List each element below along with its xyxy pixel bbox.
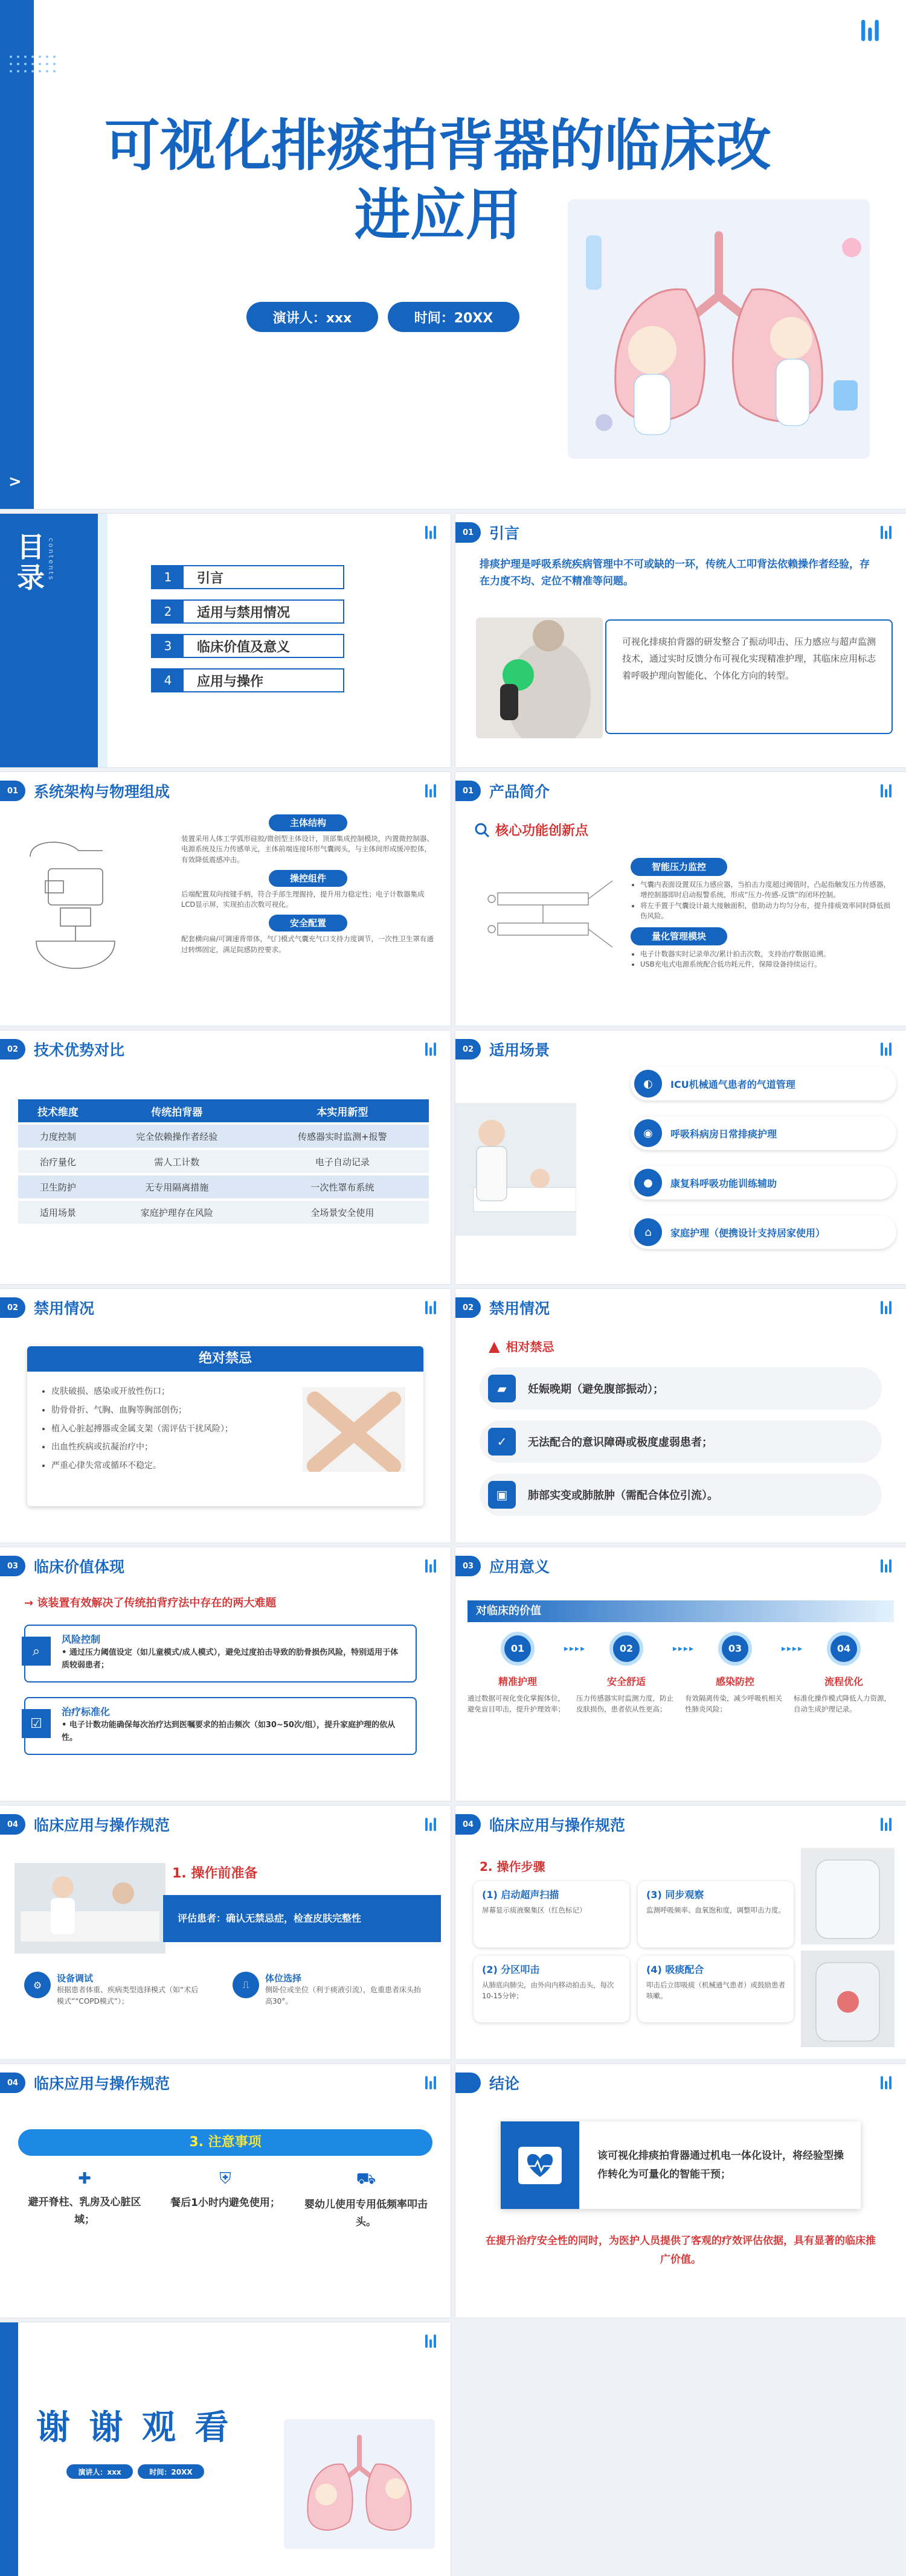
search-icon [474, 822, 490, 839]
steps-grid [474, 1881, 794, 2022]
slide-header [0, 1814, 170, 1835]
table-cell: 家庭护理存在风险 [140, 1207, 213, 1218]
toc-item-1[interactable] [151, 565, 344, 589]
scene-list [631, 1067, 896, 1249]
step-card-text: 屏幕显示痰液聚集区（红色标记） [482, 1906, 586, 1914]
checkbox-icon: ☑ [22, 1709, 51, 1738]
slide-header [0, 1297, 94, 1318]
meaning-step [685, 1632, 785, 1715]
step-card [474, 1881, 629, 1948]
feature-item: • 将左手置于气囊设计最大接触面积，借助动力均匀分布，提升排痰效率同时降低损伤风险。 [640, 901, 896, 922]
significance-slide [455, 1547, 906, 1801]
relative-item [480, 1421, 882, 1463]
scene-text: 呼吸科病房日常排痰护理 [670, 1128, 777, 1140]
contra-card [27, 1346, 423, 1506]
step-card-text: 叩击后立即吸痰（机械通气患者）或鼓励患者咳嗽。 [646, 1981, 785, 2001]
toc-item-4[interactable] [151, 668, 344, 692]
table-cell: 全场景安全使用 [310, 1207, 374, 1218]
slide-header [455, 522, 519, 543]
dot-grid-decoration [8, 54, 75, 85]
arch-block-text: 后端配置双向按键手柄，符合手部生理握持，提升用力稳定性；电子计数器集成LCD显示屏，实现拍击次数可视化。 [181, 889, 425, 909]
slide-header [455, 2073, 519, 2093]
table-cell: 需人工计数 [154, 1156, 200, 1168]
arch-blocks [181, 814, 435, 955]
step-card-text: 监测呼吸频率、血氧饱和度，调整叩击力度。 [646, 1906, 785, 1914]
cover-title-line2: 进应用 [354, 185, 521, 246]
toc-item-2[interactable] [151, 599, 344, 624]
step-text: 标准化操作模式降低人力资源，自动生成护理记录。 [794, 1694, 891, 1714]
gear-icon: ⚙ [24, 1972, 51, 1998]
cover-title-line1: 可视化排痰拍背器的临床改 [104, 115, 771, 177]
value-item-text-content: 电子计数功能确保每次治疗达到医嘱要求的拍击频次（如30~50次/组），提升家庭护理的依从性。 [62, 1721, 396, 1742]
brand-mark-icon [425, 2076, 437, 2091]
toc-item-number: 1 [152, 566, 184, 588]
intro-slide [455, 514, 906, 767]
toc-item-number: 2 [152, 601, 184, 622]
relative-list [480, 1367, 882, 1516]
intro-body-box: 可视化排痰拍背器的研发整合了振动叩击、压力感应与超声监测技术，通过实时反馈分布可视化实现精准护理，其临床应用标志着呼吸护理向智能化、个体化方向的转型。 [605, 619, 893, 734]
slide-title: 临床应用与操作规范 [34, 1817, 170, 1834]
contra-item: • 植入心脏起搏器或金属支架（需评估干扰风险）； [51, 1420, 293, 1439]
scene-text: 康复科呼吸功能训练辅助 [670, 1177, 777, 1189]
step-number: 02 [609, 1632, 643, 1666]
table-cell: 力度控制 [39, 1131, 76, 1142]
slide-title: 产品简介 [489, 784, 550, 801]
shield-icon: ⛨ [219, 2170, 231, 2188]
brand-mark-icon [425, 2335, 437, 2349]
conclusion-icon-panel [501, 2121, 579, 2209]
doctor-patient-photo [455, 1103, 576, 1236]
step-number: 03 [718, 1632, 752, 1666]
value-heading-text: 该装置有效解决了传统拍背疗法中存在的两大难题 [37, 1597, 277, 1609]
ambulance-icon: ⛟ [356, 2170, 376, 2188]
device-schematic [12, 820, 133, 1014]
slide-header [455, 781, 550, 801]
slide-title: 临床应用与操作规范 [489, 1817, 626, 1834]
section-badge: 03 [455, 1556, 481, 1576]
feature-label: 智能压力监控 [631, 858, 727, 876]
toc-item-label: 应用与操作 [197, 674, 264, 689]
table-row [18, 1175, 429, 1198]
step-card [474, 1956, 629, 2022]
relative-item [480, 1474, 882, 1516]
comparison-slide [0, 1031, 451, 1284]
cover-slide [0, 0, 906, 509]
section-badge: 02 [455, 1039, 481, 1059]
table-cell: 卫生防护 [39, 1181, 76, 1193]
bed-icon: ⎍ [233, 1972, 259, 1998]
product-features [631, 858, 896, 970]
image-icon: ▣ [488, 1481, 516, 1509]
table-cell: 适用场景 [39, 1207, 76, 1218]
arch-block-main [181, 814, 435, 865]
medkit-icon: ✚ [78, 2170, 91, 2188]
contra-item: • 严重心律失常或循环不稳定。 [51, 1457, 293, 1475]
toc-list [151, 565, 344, 692]
scene-item [631, 1166, 896, 1200]
precaution-item [159, 2170, 292, 2231]
hospital-icon: ▲ [489, 1337, 500, 1355]
step-card-label: (3) 同步观察 [646, 1889, 704, 1900]
contra-item: • 皮肤破损、感染或开放性伤口； [51, 1382, 293, 1401]
value-list [24, 1625, 417, 1755]
section-badge: 02 [0, 1039, 25, 1059]
step-card-label: (4) 吸痰配合 [646, 1964, 704, 1975]
slide-title: 系统架构与物理组成 [34, 784, 170, 801]
toc-item-3[interactable] [151, 634, 344, 658]
feature-item: • 气囊内表面设置双压力感应器，当拍击力度超过阈值时，凸起指触发压力传感器，增控制器即时启动报警系统，形成“压力-传感-反馈”的闭环控制。 [640, 880, 896, 901]
section-badge: 04 [0, 2073, 25, 2093]
step-number: 04 [827, 1632, 861, 1666]
arch-block-text: 装置采用人体工学弧形硅胶/微创型主体设计，顶部集成控制模块，内置微控制器、电源系统及压力传感单元，主体前端连接环形气囊阀头，与主体间形成缓冲腔体，有效降低震感冲击。 [181, 834, 434, 864]
section-badge: 04 [0, 1814, 25, 1835]
step-text: 有效隔离传染，减少呼吸机相关性肺炎风险； [685, 1694, 782, 1714]
checklist-icon: ✓ [488, 1428, 516, 1456]
step-card [638, 1881, 794, 1948]
precaution-text: 餐后1小时内避免使用； [170, 2197, 280, 2209]
contra-item: • 出血性疾病或抗凝治疗中； [51, 1438, 293, 1457]
slide-title: 禁用情况 [489, 1300, 550, 1317]
feature-list [640, 949, 896, 970]
slide-header [0, 1556, 124, 1576]
table-cell: 一次性罩布系统 [310, 1181, 374, 1193]
value-item-text: • 电子计数功能确保每次治疗达到医嘱要求的拍击频次（如30~50次/组），提升家庭护理的依从性。 [62, 1721, 396, 1742]
arch-block-safety [181, 915, 435, 955]
slide-header [455, 1556, 550, 1576]
product-heading [474, 820, 588, 839]
intro-lead-text: 排痰护理是呼吸系统疾病管理中不可或缺的一环，传统人工叩背法依赖操作者经验，存在力度不均、定位不精准等问题。 [480, 558, 870, 588]
conclusion-lead: 该可视化排痰拍背器通过机电一体化设计，将经验型操作转化为可量化的智能干预； [597, 2150, 844, 2181]
relative-text: 妊娠晚期（避免腹部振动）； [528, 1383, 664, 1396]
meaning-step [794, 1632, 894, 1715]
step-text: 压力传感器实时监测力度，防止皮肤损伤，患者依从性更高； [576, 1694, 673, 1714]
brand-mark-icon [881, 784, 893, 799]
section-badge: 03 [0, 1556, 25, 1576]
step-label: 安全舒适 [606, 1676, 646, 1687]
location-icon: ● [634, 1169, 662, 1197]
relative-text: 无法配合的意识障碍或极度虚弱患者； [528, 1436, 713, 1449]
back-massage-photo [476, 618, 603, 738]
operation-prep-slide [0, 1806, 451, 2059]
step-arrows-icon: ▸▸▸▸ [782, 1644, 804, 1654]
value-item [24, 1625, 417, 1683]
slide-header [0, 781, 170, 801]
relative-item [480, 1367, 882, 1410]
table-cell: 传感器实时监测+报警 [298, 1131, 387, 1142]
crossed-hands-photo [303, 1387, 405, 1472]
arch-block-label: 安全配置 [269, 915, 347, 932]
section-badge: 01 [455, 781, 481, 801]
brand-mark-icon [425, 1043, 437, 1057]
toc-slide [0, 514, 451, 767]
precautions-bar: 3. 注意事项 [18, 2129, 432, 2156]
sensor-diagram [474, 857, 625, 971]
value-item-label: 风险控制 [62, 1634, 101, 1645]
slide-title: 临床应用与操作规范 [34, 2076, 170, 2092]
arch-block-text: 配套横向扁/可调速背带体，气门模式气囊充气口支持力度调节，一次性卫生罩有通过转绑固定，满足院感防控要求。 [181, 935, 434, 954]
clinical-value-slide [0, 1547, 451, 1801]
prep-item [24, 1972, 205, 2007]
comparison-table [18, 1097, 429, 1226]
step-card-label: (1) 启动超声扫描 [482, 1889, 559, 1900]
conclusion-card [501, 2121, 861, 2209]
slide-title: 结论 [489, 2076, 520, 2092]
slide-header [0, 2073, 170, 2093]
section-badge: 02 [455, 1297, 481, 1318]
slide-title: 禁用情况 [34, 1300, 95, 1317]
contra-list [51, 1382, 293, 1475]
brand-mark-icon [425, 1301, 437, 1315]
value-heading: → 该装置有效解决了传统拍背疗法中存在的两大难题 [24, 1597, 277, 1609]
table-header: 本实用新型 [316, 1106, 368, 1119]
search-icon: ⌕ [22, 1637, 51, 1666]
section-badge: 01 [455, 522, 481, 543]
meaning-bar: 对临床的价值 [467, 1600, 894, 1622]
vest-device-photos [801, 1848, 895, 2047]
step-label: 流程优化 [824, 1676, 863, 1687]
table-cell: 治疗量化 [39, 1156, 76, 1168]
precaution-item [300, 2170, 432, 2231]
table-cell: 电子自动记录 [315, 1156, 370, 1168]
lung-illustration [284, 2419, 435, 2549]
prep-item-text: 根据患者体重、疾病类型选择模式（如“术后模式”“COPD模式”）； [57, 1986, 199, 2006]
steps-heading: 2. 操作步骤 [480, 1859, 545, 1874]
slide-header [455, 1814, 625, 1835]
arch-block-control [181, 870, 435, 910]
contraindication-absolute-slide [0, 1289, 451, 1542]
operation-steps-slide [455, 1806, 906, 2059]
arch-block-label: 主体结构 [269, 814, 347, 831]
home-icon: ⌂ [634, 1218, 662, 1246]
value-item-text-content: 通过压力阈值设定（如儿童模式/成人模式），避免过度拍击导致的肋骨损伤风险，特别适用于体质较弱患者； [62, 1648, 399, 1670]
section-badge: 02 [0, 1297, 25, 1318]
scenes-slide [455, 1031, 906, 1284]
toc-item-label: 适用与禁用情况 [197, 605, 291, 621]
lung-illustration [568, 199, 870, 459]
prep-item [233, 1972, 426, 2007]
slide-title: 临床价值体现 [34, 1559, 125, 1576]
time-pill: 时间：20XX [388, 302, 519, 332]
monitor-icon: ◐ [634, 1070, 662, 1098]
brand-mark-icon [861, 20, 881, 43]
toc-item-number: 4 [152, 670, 184, 691]
hospital-ward-photo [14, 1863, 165, 1954]
precautions-slide [0, 2064, 451, 2318]
architecture-slide [0, 772, 451, 1026]
conclusion-slide [455, 2064, 906, 2318]
prep-item-text: 侧卧位或坐位（利于痰液引流），危重患者床头抬高30°。 [265, 1986, 422, 2006]
feature-list [640, 880, 896, 921]
table-header: 技术维度 [37, 1106, 79, 1119]
brand-mark-icon [881, 1043, 893, 1057]
thanks-time-pill: 时间：20XX [138, 2464, 204, 2479]
precautions-list [18, 2170, 432, 2231]
scene-text: ICU机械通气患者的气道管理 [670, 1078, 795, 1090]
brand-mark-icon [425, 1818, 437, 1832]
slide-title: 应用意义 [489, 1559, 550, 1576]
brand-mark-icon [881, 1559, 893, 1574]
slide-header [455, 1039, 550, 1059]
step-number: 01 [501, 1632, 535, 1666]
feature-label: 量化管理模块 [631, 927, 727, 945]
step-card [638, 1956, 794, 2022]
slide-title: 适用场景 [489, 1042, 550, 1059]
section-badge: 01 [0, 781, 25, 801]
conclusion-closing: 在提升治疗安全性的同时，为医护人员提供了客观的疗效评估依据，具有显著的临床推广价值。 [486, 2235, 876, 2266]
camera-icon: ◉ [634, 1119, 662, 1147]
toc-subtitle: contents [47, 538, 55, 581]
contra-item: • 肋骨骨折、气胸、血胸等胸部创伤； [51, 1401, 293, 1420]
table-row [18, 1150, 429, 1173]
precaution-text: 婴幼儿使用专用低频率叩击头。 [304, 2199, 428, 2228]
step-card-label: (2) 分区叩击 [482, 1964, 540, 1975]
step-arrows-icon: ▸▸▸▸ [673, 1644, 695, 1654]
table-cell: 完全依赖操作者经验 [136, 1131, 218, 1142]
meaning-step [576, 1632, 676, 1715]
product-slide [455, 772, 906, 1026]
brand-mark-icon [881, 1818, 893, 1832]
slide-title: 技术优势对比 [34, 1042, 125, 1059]
scene-text: 家庭护理（便携设计支持居家使用） [670, 1227, 826, 1239]
thanks-title: 谢 谢 观 看 [36, 2408, 233, 2447]
precaution-text: 避开脊柱、乳房及心脏区域； [28, 2196, 141, 2226]
step-label: 精准护理 [498, 1676, 537, 1687]
toc-title: 目录 [17, 531, 45, 594]
folder-icon: ▰ [488, 1375, 516, 1402]
step-card-text: 从肺底向肺尖，由外向内移动拍击头，每次10-15分钟； [482, 1981, 614, 2001]
toc-item-number: 3 [152, 635, 184, 657]
brand-mark-icon [881, 2076, 893, 2091]
brand-mark-icon [425, 526, 437, 540]
slide-header [455, 1297, 550, 1318]
precaution-item [18, 2170, 151, 2231]
prep-heading: 1. 操作前准备 [172, 1866, 258, 1881]
meaning-step [467, 1632, 568, 1715]
prep-bar: 评估患者：确认无禁忌症，检查皮肤完整性 [163, 1895, 441, 1942]
relative-heading [489, 1337, 554, 1355]
section-badge: 04 [455, 1814, 481, 1835]
feature-item: • 电子计数器实时记录单次/累计拍击次数，支持治疗数据追溯。 [640, 949, 896, 959]
toc-item-label: 引言 [197, 570, 224, 586]
prep-item-label: 体位选择 [265, 1973, 302, 1984]
table-row [18, 1125, 429, 1148]
scene-item [631, 1116, 896, 1150]
contraindication-relative-slide [455, 1289, 906, 1542]
step-label: 感染防控 [715, 1676, 754, 1687]
value-item-text: • 通过压力阈值设定（如儿童模式/成人模式），避免过度拍击导致的肋骨损伤风险，特别适用于体质较弱患者； [62, 1648, 399, 1670]
toc-item-label: 临床价值及意义 [197, 639, 291, 655]
section-badge [455, 2073, 481, 2093]
table-cell: 无专用隔离措施 [145, 1181, 209, 1193]
arch-block-label: 操控组件 [269, 870, 347, 887]
thanks-presenter-pill: 演讲人：xxx [66, 2464, 133, 2479]
table-header: 传统拍背器 [151, 1106, 203, 1119]
slide-title: 引言 [489, 525, 520, 542]
value-item [24, 1697, 417, 1755]
brand-mark-icon [881, 1301, 893, 1315]
thanks-side-bar [0, 2322, 18, 2576]
scene-item [631, 1067, 896, 1101]
scene-item [631, 1215, 896, 1249]
cover-arrow[interactable]: > [8, 473, 22, 491]
toc-divider [98, 514, 108, 767]
table-row [18, 1201, 429, 1224]
value-item-label: 治疗标准化 [62, 1706, 111, 1718]
table-header-row [18, 1099, 429, 1122]
relative-heading-text: 相对禁忌 [506, 1340, 554, 1354]
prep-item-label: 设备调试 [57, 1973, 94, 1984]
step-text: 通过数据可视化变化掌握体位，避免盲目叩击，提升护理效率； [467, 1694, 565, 1714]
relative-text: 肺部实变或肺脓肿（需配合体位引流）。 [528, 1489, 718, 1502]
thanks-slide [0, 2322, 451, 2576]
product-heading-text: 核心功能创新点 [495, 823, 589, 839]
heart-monitor-icon [517, 2146, 563, 2185]
slide-header [0, 1039, 124, 1059]
presenter-pill: 演讲人：xxx [246, 302, 378, 332]
contra-heading: 绝对禁忌 [27, 1346, 423, 1372]
feature-item: • USB充电式电源系统配合低功耗元件，保障设备持续运行。 [640, 959, 896, 970]
step-arrows-icon: ▸▸▸▸ [564, 1644, 586, 1654]
brand-mark-icon [425, 784, 437, 799]
brand-mark-icon [425, 1559, 437, 1574]
brand-mark-icon [881, 526, 893, 540]
